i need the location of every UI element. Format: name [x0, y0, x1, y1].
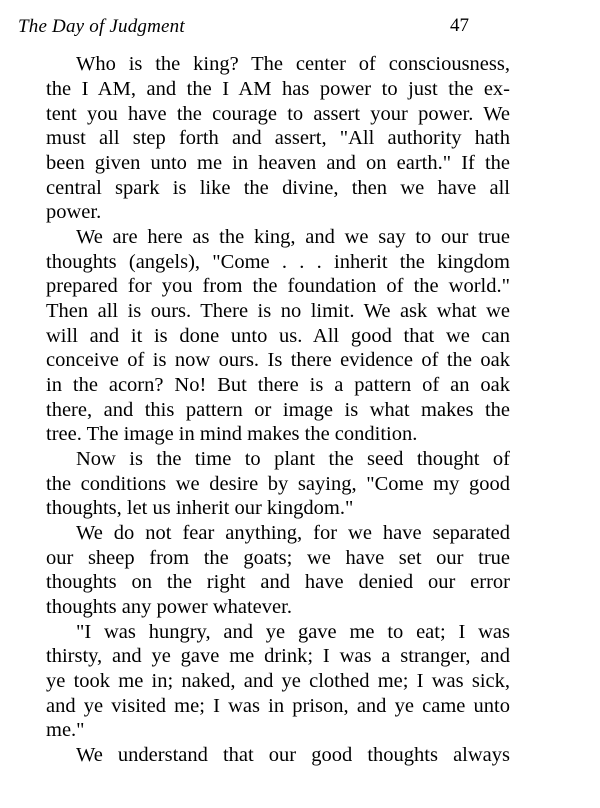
text-line: conceive of is now ours. Is there evidence of the oak [46, 349, 510, 371]
text-line: me." [46, 719, 85, 741]
text-line: must all step forth and assert, "All authority hath [46, 127, 510, 149]
text-line: "I was hungry, and ye gave me to eat; I was [76, 621, 510, 643]
text-line: We do not fear anything, for we have separated [76, 522, 510, 544]
text-line: in the acorn? No! But there is a pattern of an oak [46, 374, 510, 396]
text-line: thirsty, and ye gave me drink; I was a stranger, and [46, 645, 510, 667]
text-line: tent you have the courage to assert your power. We [46, 103, 510, 125]
text-line: our sheep from the goats; we have set our true [46, 547, 510, 569]
text-line: will and it is done unto us. All good that we can [46, 325, 510, 347]
text-line: ye took me in; naked, and ye clothed me; I was sick, [46, 670, 510, 692]
text-line: been given unto me in heaven and on earth." If the [46, 152, 510, 174]
text-line: thoughts any power whatever. [46, 596, 292, 618]
text-line: the conditions we desire by saying, "Come my good [46, 473, 510, 495]
text-line: there, and this pattern or image is what makes the [46, 399, 510, 421]
running-header-title: The Day of Judgment [18, 16, 185, 37]
text-line: thoughts, let us inherit our kingdom." [46, 497, 354, 519]
text-line: central spark is like the divine, then we have all [46, 177, 510, 199]
text-line: Now is the time to plant the seed thought of [76, 448, 510, 470]
text-line: the I AM, and the I AM has power to just the ex- [46, 78, 510, 100]
text-line: We understand that our good thoughts always [76, 744, 510, 766]
text-line: and ye visited me; I was in prison, and ye came unto [46, 695, 510, 717]
text-line: thoughts on the right and have denied our error [46, 571, 510, 593]
text-line: tree. The image in mind makes the condition. [46, 423, 418, 445]
page-number: 47 [450, 15, 469, 36]
text-line: thoughts (angels), "Come . . . inherit the kingdom [46, 251, 510, 273]
text-line: We are here as the king, and we say to our true [76, 226, 510, 248]
text-line: power. [46, 201, 102, 223]
text-line: prepared for you from the foundation of the world." [46, 275, 510, 297]
text-line: Then all is ours. There is no limit. We ask what we [46, 300, 510, 322]
text-line: Who is the king? The center of consciousness, [76, 53, 510, 75]
